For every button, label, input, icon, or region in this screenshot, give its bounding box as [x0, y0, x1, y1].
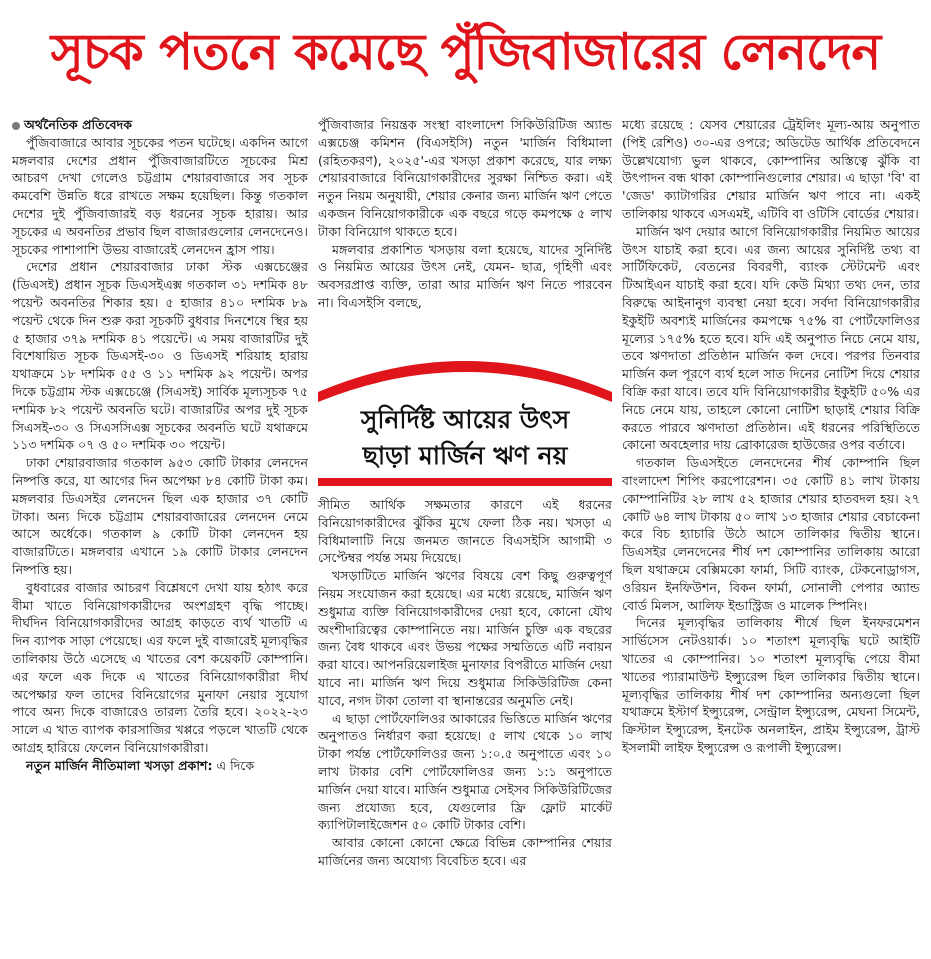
paragraph: এ ছাড়া পোর্টফোলিওর আকারের ভিত্তিতে মার্জিন ঋণের অনুপাতও নির্ধারণ করা হয়েছে। ৫ লাখ থেকে ১০ লাখ টাকা পর্যন্ত পোর্টফোলিওর জন্য ১:০.৫ অনুপাতে এবং ১০ লাখ টাকার বেশি পোর্টফোলিওর জন্য ১:১ অনুপাতে মার্জিন দেয়া যাবে। মার্জিন শুধুমাত্র সেইসব সিকিউরিটিজের জন্য প্রযোজ্য হবে, যেগুলোর ফ্রি ফ্লোট মার্কেট ক্যাপিটালাইজেশন ৫০ কোটি টাকার বেশি।: [318, 710, 612, 833]
headline-banner: [0, 0, 931, 112]
pullquote-line-1: সুনির্দিষ্ট আয়ের উৎস: [360, 405, 570, 434]
paragraph: খসড়াটিতে মার্জিন ঋণের বিষয়ে বেশ কিছু গুরুত্বপূর্ণ নিয়ম সংযোজন করা হয়েছে। এর মধ্যে রয়েছে, মার্জিন ঋণ শুধুমাত্র ব্যক্তি বিনিয়োগকারীদের দেয়া হবে, কোনো যৌথ অংশীদারিত্বের কোম্পানিতে নয়। মার্জিন চুক্তি এক বছরের জন্য বৈধ থাকবে এবং উভয় পক্ষের সম্মতিতে এটি নবায়ন করা যাবে। আপনরিয়েলাইজ মুনাফার বিপরীতে মার্জিন দেয়া যাবে না। মার্জিন ঋণ দিয়ে শুধুমাত্র সিকিউরিটিজ কেনা যাবে, নগদ টাকা তোলা বা স্থানান্তরের অনুমতি নেই।: [318, 568, 612, 708]
headline: সূচক পতনে কমেছে পুঁজিবাজারের লেনদেন: [50, 22, 881, 81]
paragraph: মধ্যে রয়েছে : যেসব শেয়ারের ট্রেইলিং মূল্য-আয় অনুপাত (পিই রেশিও) ৩০-এর ওপরে; অডিটেড আর্থিক প্রতিবেদনে উল্লেখযোগ্য ভুল থাকবে, কোম্পানির অস্তিত্বে ঝুঁকি বা উৎপাদন বন্ধ থাকা কোম্পানিগুলোর শেয়ার। এ ছাড়া 'বি' বা 'জেড' ক্যাটাগরির শেয়ার মার্জিন ঋণ পাবে না। একই তালিকায় থাকবে এসএমই, এটিবি বা ওটিসি বোর্ডের শেয়ার।: [622, 117, 920, 221]
subhead-continuation: এ দিকে: [212, 757, 255, 773]
paragraph: দেশের প্রধান শেয়ারবাজার ঢাকা স্টক এক্সচেঞ্জের (ডিএসই) প্রধান সূচক ডিএসইএক্স গতকাল ৩১ দশমিক ৪৮ পয়েন্ট অবনতির শিকার হয়। ৫ হাজার ৪১০ দশমিক ৮৯ পয়েন্ট থেকে দিন শুরু করা সূচকটি বুধবার দিনশেষে স্থির হয় ৫ হাজার ৩৭৯ দশমিক ৪১ পয়েন্টে। এ সময় বাজারটির দুই বিশেষায়িত সূচক ডিএসই-৩০ ও ডিএসই শরিয়াহ হারায় যথাক্রমে ১৮ দশমিক ৫৫ ও ১১ দশমিক ৯২ পয়েন্ট। অপর দিকে চট্টগ্রাম স্টক এক্সচেঞ্জে (সিএসই) সার্বিক মূল্যসূচক ৭৫ দশমিক ৮২ পয়েন্ট অবনতি ঘটে। বাজারটির অপর দুই সূচক সিএসই-৩০ ও সিএসসিএক্স সূচকের অবনতি ঘটে যথাক্রমে ১১৩ দশমিক ০৭ ও ৫০ দশমিক ৩০ পয়েন্ট।: [12, 259, 308, 453]
pullquote-rule: [318, 478, 612, 486]
paragraph-subhead: [12, 757, 308, 775]
paragraph: ঢাকা শেয়ারবাজার গতকাল ৯৫৩ কোটি টাকার লেনদেন নিষ্পত্তি করে, যা আগের দিন অপেক্ষা ৮৪ কোটি টাকা কম। মঙ্গলবার ডিএসইর লেনদেন ছিল এক হাজার ৩৭ কোটি টাকা। অন্য দিকে চট্টগ্রাম শেয়ারবাজারের লেনদেন নেমে আসে অর্ধেকে। গতকাল ৯ কোটি টাকা লেনদেন হয় বাজারটিতে। মঙ্গলবার এখানে ১৯ কোটি টাকার লেনদেন নিষ্পত্তি হয়।: [12, 455, 308, 577]
paragraph: পুঁজিবাজারে আবার সূচকের পতন ঘটেছে। একদিন আগে মঙ্গলবার দেশের প্রধান পুঁজিবাজারটিতে সূচকের মিশ্র আচরণ দেখা গেলেও চট্টগ্রাম শেয়ারবাজারে সব সূচক কমবেশি উন্নতি ধরে রাখতে সক্ষম হয়েছিল। কিন্তু গতকাল দেশের দুই পুঁজিবাজারই বড় ধরনের সূচক হারায়। আর সূচকের এ অবনতির প্রভাব ছিল বাজারগুলোর লেনদেনেও। সূচকের পাশাপাশি উভয় বাজারেই লেনদেন হ্রাস পায়।: [12, 134, 308, 257]
paragraph: মঙ্গলবার প্রকাশিত খসড়ায় বলা হয়েছে, যাদের সুনির্দিষ্ট ও নিয়মিত আয়ের উৎস নেই, যেমন- ছাত্র, গৃহিণী এবং অবসরপ্রাপ্ত ব্যক্তি, তারা আর মার্জিন ঋণ নিতে পারবেন না। বিএসইসি বলছে,: [318, 241, 612, 310]
subhead: নতুন মার্জিন নীতিমালা খসড়া প্রকাশ:: [26, 757, 213, 773]
paragraph: আবার কোনো কোনো ক্ষেত্রে বিভিন্ন কোম্পানির শেয়ার মার্জিনের জন্য অযোগ্য বিবেচিত হবে। এর: [318, 835, 612, 868]
pullquote-arc-decoration: [318, 356, 612, 404]
paragraph: মার্জিন ঋণ দেয়ার আগে বিনিয়োগকারীর নিয়মিত আয়ের উৎস যাচাই করা হবে। এর জন্য আয়ের সুনির্দিষ্ট তথ্য বা সার্টিফিকেট, বেতনের বিবরণী, ব্যাংক স্টেটমেন্ট এবং টিআইএন যাচাই করা হবে। যদি কেউ মিথ্যা তথ্য দেন, তার বিরুদ্ধে আইনানুগ ব্যবস্থা নেয়া হবে। সর্বদা বিনিয়োগকারীর ইকুইটি অবশ্যই মার্জিনের কমপক্ষে ৭৫% বা পোর্টফোলিওর মূল্যের ১৭৫% হতে হবে। যদি এই অনুপাত নিচে নেমে যায়, তবে ঋণদাতা প্রতিষ্ঠান মার্জিন কল দেবে। পরপর তিনবার মার্জিন কল পূরণে ব্যর্থ হলে সাত দিনের নোটিশ দিয়ে শেয়ার বিক্রি করা যাবে। তবে যদি বিনিয়োগকারীর ইকুইটি ৫০% এর নিচে নেমে যায়, তাহলে কোনো নোটিশ ছাড়াই শেয়ার বিক্রি করতে পারবে ঋণদাতা প্রতিষ্ঠান। এই ধরনের পরিস্থিতিতে কোনো অবহেলার দায় ব্রোকারেজ হাউজের ওপর বর্তাবে।: [622, 223, 920, 453]
paragraph: দিনের মূল্যবৃদ্ধির তালিকায় শীর্ষে ছিল ইনফরমেশন সার্ভিসেস নেটওয়ার্ক। ১০ শতাংশ মূল্যবৃদ্ধি ঘটে আইটি খাতের এ কোম্পানির। ১০ শতাংশ মূল্যবৃদ্ধি পেয়ে বীমা খাতের প্যারামাউন্ট ইন্স্যুরেন্স ছিল তালিকার দ্বিতীয় স্থানে। মূল্যবৃদ্ধির তালিকায় শীর্ষ দশ কোম্পানির অন্যগুলো ছিল যথাক্রমে ইস্টার্ণ ইন্স্যুরেন্স, সেন্ট্রাল ইন্স্যুরেন্স, মেঘনা সিমেন্ট, ক্রিস্টাল ইন্স্যুরেন্স, ইনটেক অনলাইন, প্রাইম ইন্স্যুরেন্স, ট্রাস্ট ইসলামী লাইফ ইন্স্যুরেন্স ও রূপালী ইন্স্যুরেন্স।: [622, 615, 920, 755]
paragraph: গতকাল ডিএসইতে লেনদেনের শীর্ষ কোম্পানি ছিল বাংলাদেশ শিপিং করপোরেশন। ৩৫ কোটি ৪১ লাখ টাকায় কোম্পানিটির ২৮ লাখ ৫২ হাজার শেয়ার হাতবদল হয়। ২৭ কোটি ৬৪ লাখ টাকায় ৫০ লাখ ১৩ হাজার শেয়ার বেচাকেনা করে বিচ হ্যাচারি উঠে আসে তালিকার দ্বিতীয় স্থানে। ডিএসইর লেনদেনের শীর্ষ দশ কোম্পানির তালিকায় আরো ছিল যথাক্রমে বেক্সিমকো ফার্মা, সিটি ব্যাংক, টেকনোড্রাগস, ওরিয়ন ইনফিউশন, বিকন ফার্মা, সোনালী পেপার অ্যান্ড বোর্ড মিলস, আলিফ ইন্ডাস্ট্রিজ ও মালেক স্পিনিং।: [622, 455, 920, 613]
pullquote-text: [318, 402, 612, 474]
column-2-bottom: [318, 496, 612, 954]
column-2-top: [318, 116, 612, 354]
paragraph: সীমিত আর্থিক সক্ষমতার কারণে এই ধরনের বিনিয়োগকারীদের ঝুঁকির মুখে ফেলা ঠিক নয়। খসড়া এ বিধিমালাটি নিয়ে জনমত জানতে বিএসইসি আগামী ৩ সেপ্টেম্বর পর্যন্ত সময় দিয়েছে।: [318, 497, 612, 566]
paragraph: পুঁজিবাজার নিয়ন্ত্রক সংস্থা বাংলাদেশ সিকিউরিটিজ অ্যান্ড এক্সচেঞ্জ কমিশন (বিএসইসি) নতুন 'মার্জিন বিধিমালা (রহিতকরণ), ২০২৫'-এর খসড়া প্রকাশ করেছে, যার লক্ষ্য শেয়ারবাজারে বিনিয়োগকারীদের সুরক্ষা নিশ্চিত করা। এই নতুন নিয়ম অনুযায়ী, শেয়ার কেনার জন্য মার্জিন ঋণ পেতে একজন বিনিয়োগকারীকে এক বছরে গড়ে কমপক্ষে ৫ লাখ টাকা বিনিয়োগ থাকতে হবে।: [318, 117, 612, 239]
paragraph: বুধবারের বাজার আচরণ বিশ্লেষণে দেখা যায় হঠাৎ করে বীমা খাতে বিনিয়োগকারীদের অংশগ্রহণ বৃদ্ধি পাচ্ছে। দীর্ঘদিন বিনিয়োগকারীদের আগ্রহ কাড়তে ব্যর্থ খাতটি এ দিন ব্যাপক সাড়া পেয়েছে। এর ফলে দুই বাজারেই মূল্যবৃদ্ধির তালিকায় উঠে এসেছে এ খাতের বেশ কয়েকটি কোম্পানি। এর ফলে এক দিকে এ খাতের বিনিয়োগকারীরা দীর্ঘ অপেক্ষার ফল তাদের বিনিয়োগের মুনাফা নেয়ার সুযোগ পাবে অন্য দিকে বাজারেও তারল্য তৈরি হবে। ২০২২-২৩ সালে এ খাত ব্যাপক কারসাজির খপ্পরে পড়লে খাতটি থেকে আগ্রহ হারিয়ে ফেলেন বিনিয়োগকারীরা।: [12, 579, 308, 755]
pullquote: [318, 356, 612, 490]
pullquote-line-2: ছাড়া মার্জিন ঋণ নয়: [362, 441, 568, 470]
column-1: [12, 116, 308, 954]
bullet-icon: [12, 122, 20, 130]
byline: অর্থনৈতিক প্রতিবেদক: [24, 117, 133, 132]
byline-row: [12, 116, 308, 134]
column-3: [622, 116, 920, 954]
